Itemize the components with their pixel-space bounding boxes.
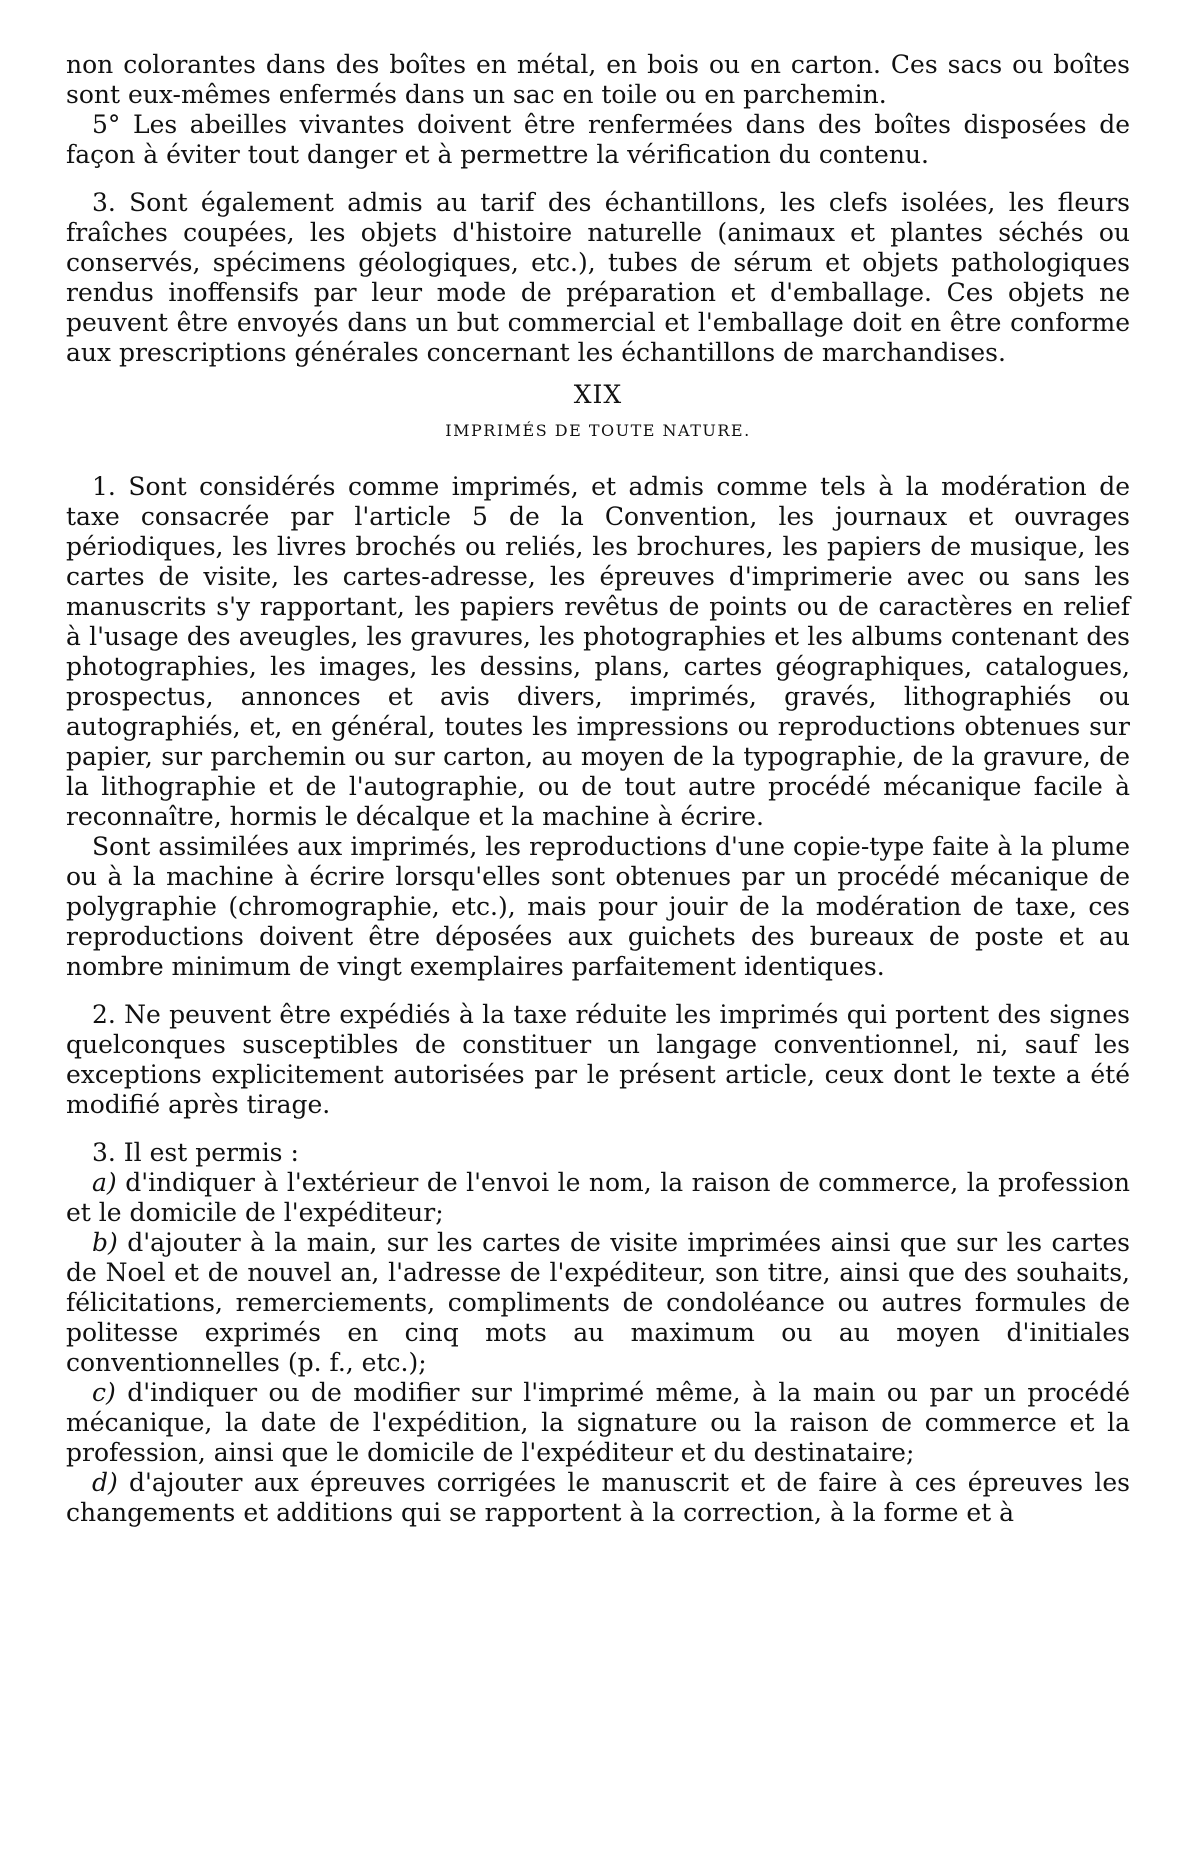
paragraph-bees: 5° Les abeilles vivantes doivent être renfermées dans des boîtes disposées de façon à éviter tout danger et à permettre la vérification du contenu. [66,110,1130,169]
paragraph-assimilees: Sont assimilées aux imprimés, les reproductions d'une copie-type faite à la plume ou à la machine à écrire lorsqu'elles sont obtenues par un procédé mécanique de polygraphie (chromographie, etc.), mais pour jouir de la modération de taxe, ces reproductions doivent être déposées aux guichets des bureaux de poste et au nombre minimum de vingt exemplaires parfaitement identiques. [66,832,1130,981]
paragraph-3: 3. Il est permis : [92,1138,299,1167]
section-title: IMPRIMÉS DE TOUTE NATURE. [445,421,751,440]
list-item-b-label: b) [92,1228,118,1257]
paragraph-1: 1. Sont considérés comme imprimés, et admis comme tels à la modération de taxe consacrée par l'article 5 de la Convention, les journaux et ouvrages périodiques, les livres brochés ou reliés, les brochures, les papiers de musique, les cartes de visite, les cartes-adresse, les épreuves d'imprimerie avec ou sans les manuscrits s'y rapportant, les papiers revêtus de points ou de caractères en relief à l'usage des aveugles, les gravures, les photographies et les albums contenant des photographies, les images, les dessins, plans, cartes géographiques, catalogues, prospectus, annonces et avis divers, imprimés, gravés, lithographiés ou autographiés, et, en général, toutes les impressions ou reproductions obtenues sur papier, sur parchemin ou sur carton, au moyen de la typographie, de la gravure, de la lithographie et de l'autographie, ou de tout autre procédé mécanique facile à reconnaître, hormis le décalque et la machine à écrire. [66,472,1130,831]
paragraph-samples: 3. Sont également admis au tarif des échantillons, les clefs isolées, les fleurs fraîches coupées, les objets d'histoire naturelle (animaux et plantes séchés ou conservés, spécimens géologiques, etc.), tubes de sérum et objets pathologiques rendus inoffensifs par leur mode de préparation et d'emballage. Ces objets ne peuvent être envoyés dans un but commercial et l'emballage doit en être conforme aux prescriptions générales concernant les échantillons de marchandises. [66,188,1130,367]
list-item-c-text: d'indiquer ou de modifier sur l'imprimé même, à la main ou par un procédé mécanique, la date de l'expédition, la signature ou la raison de commerce et la profession, ainsi que le domicile de l'expéditeur et du destinataire; [66,1378,1130,1467]
section-number: XIX [573,380,623,409]
list-item-c [66,1378,1130,1468]
list-item-b-text: d'ajouter à la main, sur les cartes de visite imprimées ainsi que sur les cartes de Noel et de nouvel an, l'adresse de l'expéditeur, son titre, ainsi que des souhaits, félicitations, remerciements, compliments de condoléance ou autres formules de politesse exprimés en cinq mots au maximum ou au moyen d'initiales conventionnelles (p. f., etc.); [66,1228,1130,1377]
list-item-c-label: c) [92,1378,116,1407]
paragraph-continuation: non colorantes dans des boîtes en métal, en bois ou en carton. Ces sacs ou boîtes sont eux-mêmes enfermés dans un sac en toile ou en parchemin. [66,50,1130,109]
paragraph-2: 2. Ne peuvent être expédiés à la taxe réduite les imprimés qui portent des signes quelconques susceptibles de constituer un langage conventionnel, ni, sauf les exceptions explicitement autorisées par le présent article, ceux dont le texte a été modifié après tirage. [66,1000,1130,1119]
list-item-d [66,1468,1130,1528]
list-item-a [66,1168,1130,1228]
list-item-a-text: d'indiquer à l'extérieur de l'envoi le nom, la raison de commerce, la profession et le domicile de l'expéditeur; [66,1168,1130,1227]
list-item-b [66,1228,1130,1378]
list-item-a-label: a) [92,1168,117,1197]
list-item-d-text: d'ajouter aux épreuves corrigées le manuscrit et de faire à ces épreuves les changements et additions qui se rapportent à la correction, à la forme et à [66,1468,1130,1527]
list-item-d-label: d) [92,1468,118,1497]
